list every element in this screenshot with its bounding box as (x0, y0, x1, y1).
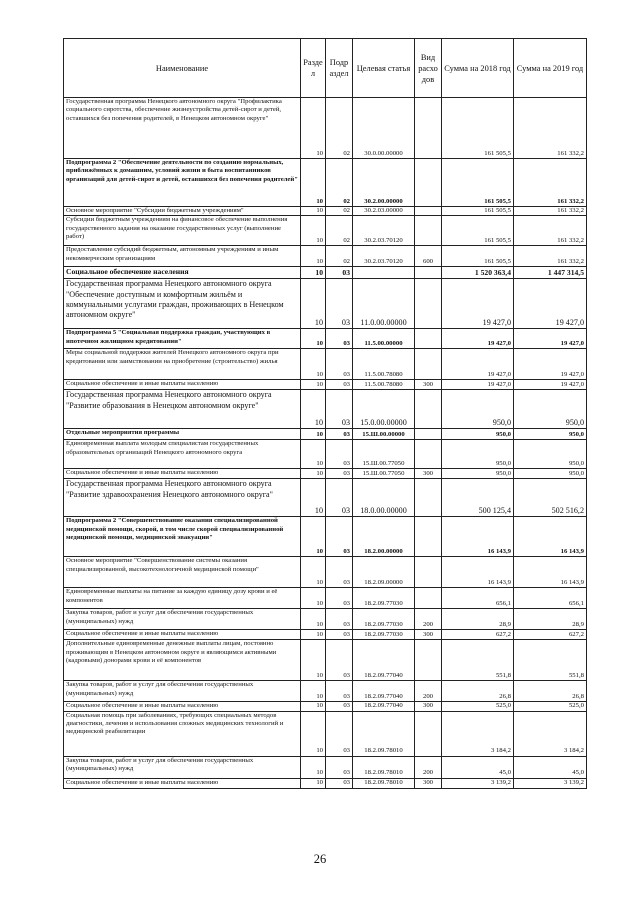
table-row (64, 207, 587, 216)
cell-sum2019: 26,8 (514, 681, 587, 702)
cell-sum2018: 950,0 (442, 469, 514, 479)
cell-podrazdel: 03 (326, 279, 353, 329)
cell-razdel: 10 (301, 588, 326, 609)
cell-razdel: 10 (301, 246, 326, 267)
cell-sum2019: 950,0 (514, 440, 587, 469)
cell-vid: 300 (415, 702, 442, 711)
cell-razdel: 10 (301, 329, 326, 349)
cell-razdel: 10 (301, 557, 326, 588)
cell-podrazdel: 03 (326, 756, 353, 778)
cell-vid (415, 207, 442, 216)
cell-target: 15.Ш.00.00000 (353, 429, 415, 440)
cell-vid (415, 517, 442, 557)
cell-podrazdel: 03 (326, 267, 353, 279)
cell-podrazdel: 03 (326, 588, 353, 609)
cell-name: Социальное обеспечение и иные выплаты населению (64, 778, 301, 788)
cell-sum2019: 3 139,2 (514, 778, 587, 788)
cell-sum2018: 19 427,0 (442, 329, 514, 349)
column-header-sum-2019: Сумма на 2019 год (514, 39, 587, 98)
table-row (64, 630, 587, 640)
cell-vid (415, 98, 442, 159)
budget-table-container (63, 38, 586, 789)
cell-razdel: 10 (301, 279, 326, 329)
cell-razdel: 10 (301, 429, 326, 440)
table-row (64, 216, 587, 246)
cell-name: Социальное обеспечение и иные выплаты населению (64, 630, 301, 640)
cell-target: 11.5.00.00000 (353, 329, 415, 349)
table-row (64, 640, 587, 681)
cell-razdel: 10 (301, 216, 326, 246)
cell-razdel: 10 (301, 756, 326, 778)
cell-vid: 200 (415, 609, 442, 630)
cell-sum2018: 500 125,4 (442, 479, 514, 517)
cell-podrazdel: 03 (326, 711, 353, 756)
cell-name: Подпрограмма 2 "Обеспечение деятельности по созданию нормальных, приближённых к домашним, условий жизни и быта воспитанников организаций для детей-сирот и детей, оставшихся без попечения родителей" (64, 159, 301, 207)
cell-name: Закупка товаров, работ и услуг для обеспечения государственных (муниципальных) нужд (64, 609, 301, 630)
cell-sum2018: 161 505,5 (442, 216, 514, 246)
cell-podrazdel: 02 (326, 207, 353, 216)
cell-name: Дополнительные единовременные денежные выплаты лицам, постоянно проживающим в Ненецком автономном округе и являющимся активными (кадровыми) донорами крови и её компонентов (64, 640, 301, 681)
cell-podrazdel: 03 (326, 349, 353, 380)
cell-target: 11.5.00.78080 (353, 380, 415, 390)
cell-sum2018: 656,1 (442, 588, 514, 609)
cell-razdel: 10 (301, 778, 326, 788)
cell-sum2019: 16 143,9 (514, 557, 587, 588)
cell-sum2019: 950,0 (514, 390, 587, 429)
cell-podrazdel: 02 (326, 98, 353, 159)
cell-name: Закупка товаров, работ и услуг для обеспечения государственных (муниципальных) нужд (64, 681, 301, 702)
table-row (64, 349, 587, 380)
cell-sum2019: 551,8 (514, 640, 587, 681)
cell-razdel: 10 (301, 390, 326, 429)
column-header-podrazdel: Подр аздел (326, 39, 353, 98)
cell-vid: 300 (415, 778, 442, 788)
cell-sum2018: 16 143,9 (442, 557, 514, 588)
cell-name: Социальное обеспечение населения (64, 267, 301, 279)
table-row (64, 469, 587, 479)
cell-target: 18.2.09.78010 (353, 778, 415, 788)
cell-name: Отдельные мероприятия программы (64, 429, 301, 440)
cell-razdel: 10 (301, 469, 326, 479)
table-row (64, 517, 587, 557)
table-row (64, 681, 587, 702)
cell-sum2019: 161 332,2 (514, 98, 587, 159)
cell-sum2018: 161 505,5 (442, 207, 514, 216)
cell-target (353, 267, 415, 279)
cell-sum2018: 19 427,0 (442, 349, 514, 380)
cell-podrazdel: 03 (326, 469, 353, 479)
cell-sum2019: 19 427,0 (514, 349, 587, 380)
cell-vid (415, 216, 442, 246)
page-number: 26 (313, 852, 327, 866)
table-body (64, 98, 587, 789)
column-header-target-article: Целевая статья (353, 39, 415, 98)
cell-target: 18.2.09.00000 (353, 557, 415, 588)
cell-razdel: 10 (301, 380, 326, 390)
cell-name: Меры социальной поддержки жителей Ненецкого автономного округа при кредитовании или заимствовании на приобретение (строительство) жилья (64, 349, 301, 380)
cell-vid (415, 440, 442, 469)
cell-sum2019: 161 332,2 (514, 159, 587, 207)
cell-podrazdel: 03 (326, 778, 353, 788)
cell-target: 18.2.09.77040 (353, 681, 415, 702)
cell-name: Государственная программа Ненецкого автономного округа "Профилактика социального сиротства, обеспечение жизнеустройства детей-сирот и детей, оставшихся без попечения родителей, в Ненецком автономном округе" (64, 98, 301, 159)
cell-target: 18.2.09.77030 (353, 588, 415, 609)
cell-sum2018: 19 427,0 (442, 380, 514, 390)
cell-sum2019: 950,0 (514, 469, 587, 479)
cell-vid: 300 (415, 630, 442, 640)
cell-podrazdel: 03 (326, 429, 353, 440)
column-header-name: Наименование (64, 39, 301, 98)
cell-sum2019: 627,2 (514, 630, 587, 640)
cell-sum2018: 161 505,5 (442, 159, 514, 207)
cell-podrazdel: 02 (326, 216, 353, 246)
cell-vid (415, 159, 442, 207)
cell-name: Государственная программа Ненецкого автономного округа "Развитие образования в Ненецком автономном округе" (64, 390, 301, 429)
cell-sum2019: 950,0 (514, 429, 587, 440)
cell-razdel: 10 (301, 98, 326, 159)
cell-name: Социальное обеспечение и иные выплаты населению (64, 702, 301, 711)
cell-vid (415, 588, 442, 609)
table-row (64, 756, 587, 778)
cell-sum2018: 16 143,9 (442, 517, 514, 557)
cell-podrazdel: 03 (326, 681, 353, 702)
cell-target: 18.2.09.77040 (353, 640, 415, 681)
cell-target: 18.0.00.00000 (353, 479, 415, 517)
table-row (64, 429, 587, 440)
cell-podrazdel: 03 (326, 440, 353, 469)
cell-vid (415, 279, 442, 329)
cell-podrazdel: 03 (326, 557, 353, 588)
cell-target: 18.2.09.78010 (353, 756, 415, 778)
cell-target: 11.0.00.00000 (353, 279, 415, 329)
table-row (64, 609, 587, 630)
cell-vid (415, 640, 442, 681)
cell-razdel: 10 (301, 479, 326, 517)
cell-razdel: 10 (301, 517, 326, 557)
table-row (64, 380, 587, 390)
cell-sum2018: 950,0 (442, 429, 514, 440)
cell-razdel: 10 (301, 349, 326, 380)
cell-sum2018: 3 184,2 (442, 711, 514, 756)
cell-podrazdel: 03 (326, 390, 353, 429)
cell-target: 30.2.03.70120 (353, 246, 415, 267)
cell-podrazdel: 03 (326, 517, 353, 557)
cell-sum2019: 1 447 314,5 (514, 267, 587, 279)
cell-name: Государственная программа Ненецкого автономного округа "Развитие здравоохранения Ненецкого автономного округа" (64, 479, 301, 517)
table-row (64, 279, 587, 329)
cell-sum2018: 19 427,0 (442, 279, 514, 329)
table-row (64, 702, 587, 711)
cell-vid: 600 (415, 246, 442, 267)
cell-name: Социальная помощь при заболеваниях, требующих специальных методов диагностики, лечения и использования сложных медицинских технологий и медицинской реабилитации (64, 711, 301, 756)
cell-razdel: 10 (301, 681, 326, 702)
table-row (64, 267, 587, 279)
cell-sum2018: 551,8 (442, 640, 514, 681)
cell-sum2019: 28,9 (514, 609, 587, 630)
cell-sum2019: 502 516,2 (514, 479, 587, 517)
cell-razdel: 10 (301, 630, 326, 640)
budget-table (63, 38, 587, 789)
cell-vid (415, 557, 442, 588)
table-row (64, 557, 587, 588)
cell-name: Основное мероприятие "Субсидии бюджетным учреждениям" (64, 207, 301, 216)
cell-target: 15.Ш.00.77050 (353, 469, 415, 479)
cell-name: Закупка товаров, работ и услуг для обеспечения государственных (муниципальных) нужд (64, 756, 301, 778)
table-row (64, 390, 587, 429)
cell-sum2019: 19 427,0 (514, 380, 587, 390)
table-row (64, 98, 587, 159)
cell-name: Социальное обеспечение и иные выплаты населению (64, 380, 301, 390)
cell-podrazdel: 03 (326, 479, 353, 517)
cell-sum2018: 627,2 (442, 630, 514, 640)
cell-sum2018: 1 520 363,4 (442, 267, 514, 279)
cell-podrazdel: 03 (326, 640, 353, 681)
table-row (64, 711, 587, 756)
cell-name: Основное мероприятие "Совершенствование системы оказания специализированной, высокотехнологичной медицинской помощи" (64, 557, 301, 588)
cell-sum2018: 950,0 (442, 390, 514, 429)
table-row (64, 246, 587, 267)
cell-target: 15.Ш.00.77050 (353, 440, 415, 469)
cell-vid (415, 711, 442, 756)
cell-razdel: 10 (301, 440, 326, 469)
cell-vid (415, 390, 442, 429)
cell-target: 18.2.09.77030 (353, 609, 415, 630)
cell-target: 30.2.00.00000 (353, 159, 415, 207)
table-row (64, 440, 587, 469)
cell-podrazdel: 03 (326, 630, 353, 640)
table-row (64, 588, 587, 609)
cell-vid: 300 (415, 469, 442, 479)
cell-target: 30.2.03.00000 (353, 207, 415, 216)
cell-razdel: 10 (301, 207, 326, 216)
cell-target: 30.2.03.70120 (353, 216, 415, 246)
cell-sum2018: 161 505,5 (442, 246, 514, 267)
cell-sum2019: 19 427,0 (514, 329, 587, 349)
cell-target: 15.0.00.00000 (353, 390, 415, 429)
table-header-row (64, 39, 587, 98)
cell-podrazdel: 03 (326, 702, 353, 711)
cell-target: 30.0.00.00000 (353, 98, 415, 159)
cell-razdel: 10 (301, 159, 326, 207)
cell-name: Единовременная выплата молодым специалистам государственных образовательных организаций Ненецкого автономного округа (64, 440, 301, 469)
cell-vid: 300 (415, 380, 442, 390)
column-header-razdel: Разде л (301, 39, 326, 98)
cell-vid (415, 329, 442, 349)
cell-name: Предоставление субсидий бюджетным, автономным учреждениям и иным некоммерческим организациям (64, 246, 301, 267)
cell-sum2018: 26,8 (442, 681, 514, 702)
table-row (64, 479, 587, 517)
cell-vid (415, 479, 442, 517)
cell-sum2018: 950,0 (442, 440, 514, 469)
cell-sum2019: 161 332,2 (514, 246, 587, 267)
cell-podrazdel: 03 (326, 380, 353, 390)
cell-name: Государственная программа Ненецкого автономного округа "Обеспечение доступным и комфортным жильём и коммунальными услугами граждан, проживающих в Ненецком автономном округе" (64, 279, 301, 329)
cell-target: 18.2.09.77040 (353, 702, 415, 711)
cell-target: 18.2.09.78010 (353, 711, 415, 756)
column-header-sum-2018: Сумма на 2018 год (442, 39, 514, 98)
cell-sum2018: 525,0 (442, 702, 514, 711)
cell-target: 18.2.00.00000 (353, 517, 415, 557)
cell-podrazdel: 02 (326, 159, 353, 207)
cell-razdel: 10 (301, 702, 326, 711)
cell-podrazdel: 03 (326, 329, 353, 349)
cell-sum2019: 16 143,9 (514, 517, 587, 557)
cell-name: Субсидии бюджетным учреждениям на финансовое обеспечение выполнения государственного задания на оказание государственных услуг (выполнение работ) (64, 216, 301, 246)
cell-sum2019: 3 184,2 (514, 711, 587, 756)
cell-name: Подпрограмма 5 "Социальная поддержка граждан, участвующих в ипотечном жилищном кредитовании" (64, 329, 301, 349)
column-header-expense-type: Вид расхо дов (415, 39, 442, 98)
cell-name: Социальное обеспечение и иные выплаты населению (64, 469, 301, 479)
cell-podrazdel: 03 (326, 609, 353, 630)
cell-razdel: 10 (301, 711, 326, 756)
cell-sum2018: 28,9 (442, 609, 514, 630)
cell-sum2019: 656,1 (514, 588, 587, 609)
cell-target: 18.2.09.77030 (353, 630, 415, 640)
cell-sum2018: 161 505,5 (442, 98, 514, 159)
cell-sum2019: 525,0 (514, 702, 587, 711)
cell-vid (415, 267, 442, 279)
cell-target: 11.5.00.78080 (353, 349, 415, 380)
table-row (64, 778, 587, 788)
cell-sum2018: 3 139,2 (442, 778, 514, 788)
cell-name: Единовременные выплаты на питание за каждую единицу дозу крови и её компонентов (64, 588, 301, 609)
cell-vid (415, 429, 442, 440)
cell-razdel: 10 (301, 640, 326, 681)
cell-sum2019: 161 332,2 (514, 216, 587, 246)
cell-razdel: 10 (301, 267, 326, 279)
cell-sum2019: 19 427,0 (514, 279, 587, 329)
cell-sum2019: 45,0 (514, 756, 587, 778)
cell-sum2018: 45,0 (442, 756, 514, 778)
cell-name: Подпрограмма 2 "Совершенствование оказания специализированной медицинской помощи, скорой, в том числе скорой специализированной медицинской помощи, медицинской эвакуации" (64, 517, 301, 557)
table-row (64, 159, 587, 207)
table-row (64, 329, 587, 349)
cell-vid: 200 (415, 756, 442, 778)
cell-vid (415, 349, 442, 380)
cell-vid: 200 (415, 681, 442, 702)
cell-razdel: 10 (301, 609, 326, 630)
cell-sum2019: 161 332,2 (514, 207, 587, 216)
cell-podrazdel: 02 (326, 246, 353, 267)
